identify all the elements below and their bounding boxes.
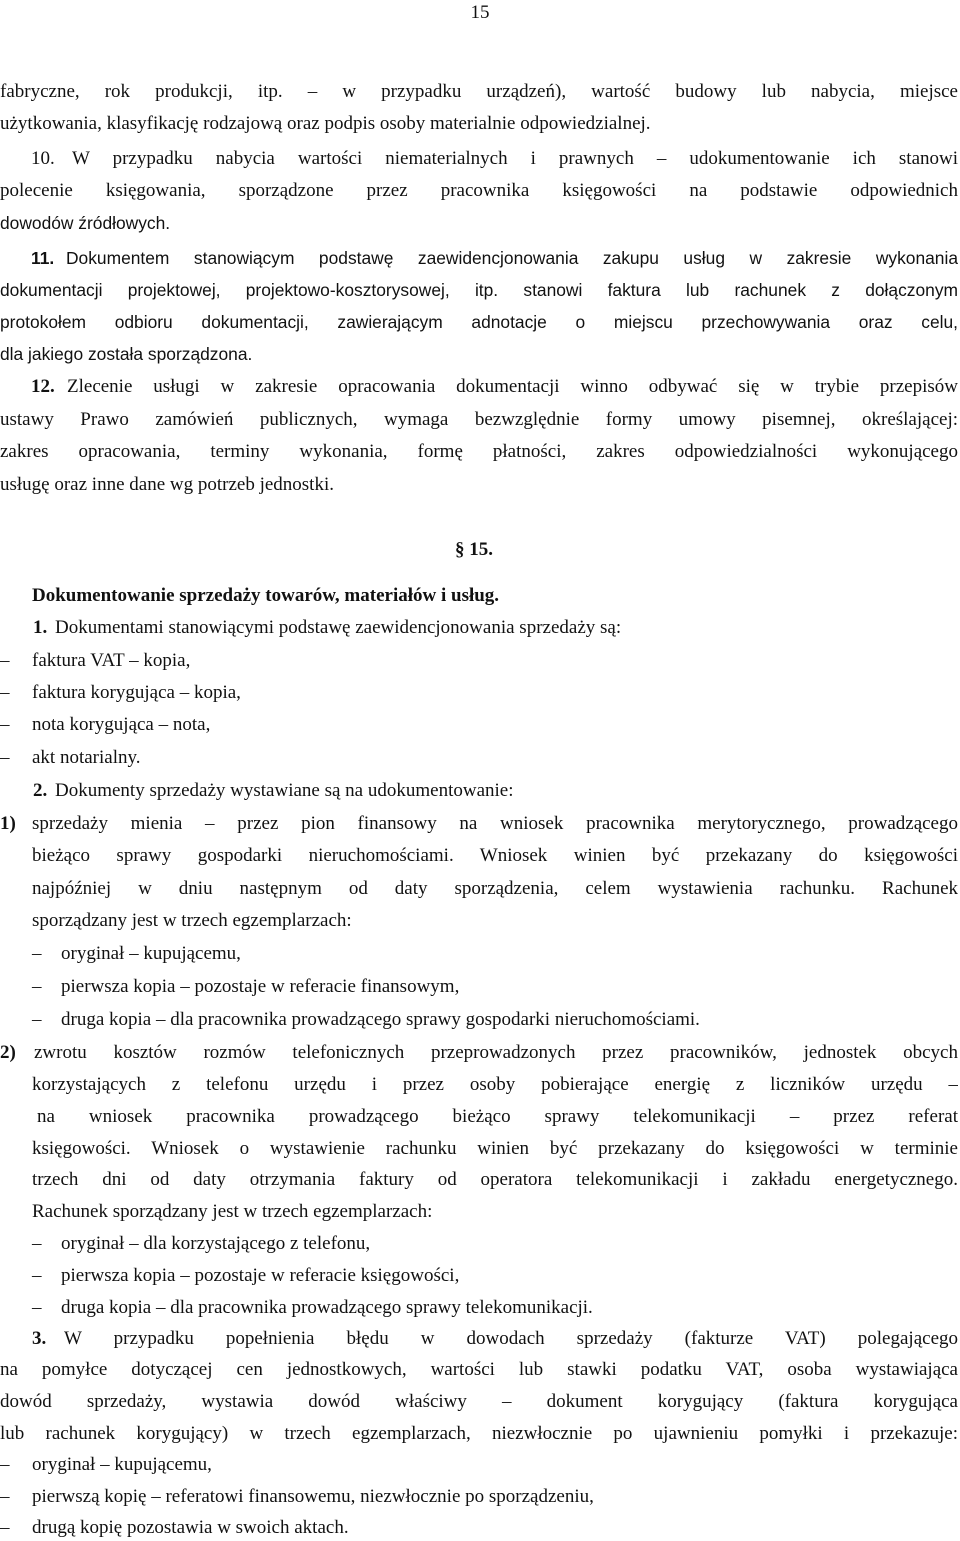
paragraph-line: trzech dni od daty otrzymania faktury od operatora telekomunikacji i zakładu energetycznego.: [32, 1169, 958, 1190]
point-number: 2.: [33, 780, 48, 801]
paragraph-line: zakres opracowania, terminy wykonania, formę płatności, zakres odpowiedzialności wykonującego: [0, 441, 958, 462]
paragraph-line: W przypadku nabycia wartości niematerialnych i prawnych – udokumentowanie ich stanowi: [72, 148, 958, 169]
list-dash: –: [0, 1517, 10, 1538]
list-item: oryginał – kupującemu,: [32, 1454, 212, 1475]
list-item: oryginał – kupującemu,: [61, 943, 241, 964]
paragraph-line: najpóźniej w dniu następnym od daty sporządzenia, celem wystawienia rachunku. Rachunek: [32, 878, 958, 899]
list-item: druga kopia – dla pracownika prowadzącego sprawy gospodarki nieruchomościami.: [61, 1009, 700, 1030]
paragraph-line: protokołem odbioru dokumentacji, zawierającym adnotacje o miejscu przechowywania oraz celu,: [0, 312, 958, 332]
list-item: akt notarialny.: [32, 747, 141, 768]
paragraph-line: zwrotu kosztów rozmów telefonicznych przeprowadzonych przez pracowników, jednostek obcych: [34, 1042, 958, 1063]
paragraph-line: polecenie księgowania, sporządzone przez pracownika księgowości na podstawie odpowiednich: [0, 180, 958, 201]
paragraph-line: usługę oraz inne dane wg potrzeb jednostki.: [0, 474, 334, 495]
paragraph-line: korzystających z telefonu urzędu i przez osoby pobierające energię z liczników urzędu –: [32, 1074, 958, 1095]
list-dash: –: [0, 714, 10, 735]
list-item: pierwsza kopia – pozostaje w referacie finansowym,: [61, 976, 460, 997]
list-dash: –: [0, 650, 10, 671]
list-dash: –: [32, 1233, 42, 1254]
point-number: 10.: [31, 148, 55, 169]
list-item: pierwsza kopia – pozostaje w referacie księgowości,: [61, 1265, 460, 1286]
paragraph-line: sprzedaży mienia – przez pion finansowy na wniosek pracownika merytorycznego, prowadzącego: [32, 813, 958, 834]
paragraph-line: sporządzany jest w trzech egzemplarzach:: [32, 910, 352, 931]
point-number: 11.: [31, 248, 55, 268]
paragraph-line: bieżąco sprawy gospodarki nieruchomościami. Wniosek winien być przekazany do księgowości: [32, 845, 958, 866]
point-number: 3.: [32, 1328, 47, 1349]
sub-point-number: 1): [0, 813, 16, 834]
paragraph-line: ustawy Prawo zamówień publicznych, wymaga bezwzględnie formy umowy pisemnej, określającej:: [0, 409, 958, 430]
paragraph-line: użytkowania, klasyfikację rodzajową oraz podpis osoby materialnie odpowiedzialnej.: [0, 113, 651, 134]
list-dash: –: [0, 682, 10, 703]
list-dash: –: [32, 976, 42, 997]
list-item: faktura VAT – kopia,: [32, 650, 191, 671]
list-dash: –: [32, 1009, 42, 1030]
paragraph-line: Dokumenty sprzedaży wystawiane są na udokumentowanie:: [55, 780, 514, 801]
list-item: drugą kopię pozostawia w swoich aktach.: [32, 1517, 349, 1538]
paragraph-line: dowodów źródłowych.: [0, 213, 171, 233]
list-dash: –: [32, 1265, 42, 1286]
paragraph-line: lub rachunek korygujący) w trzech egzemplarzach, niezwłocznie po ujawnieniu pomyłki i przekazuje:: [0, 1423, 958, 1444]
list-item: oryginał – dla korzystającego z telefonu,: [61, 1233, 371, 1254]
paragraph-line: Dokumentem stanowiącym podstawę zaewidencjonowania zakupu usług w zakresie wykonania: [66, 248, 958, 268]
page-number: 15: [470, 2, 490, 23]
paragraph-line: dla jakiego została sporządzona.: [0, 344, 253, 364]
paragraph-line: księgowości. Wniosek o wystawienie rachunku winien być przekazany do księgowości w terminie: [32, 1138, 958, 1159]
list-dash: –: [32, 1297, 42, 1318]
section-number: § 15.: [455, 539, 493, 560]
paragraph-line: dowód sprzedaży, wystawia dowód właściwy – dokument korygujący (faktura korygująca: [0, 1391, 958, 1412]
paragraph-line: fabryczne, rok produkcji, itp. – w przypadku urządzeń), wartość budowy lub nabycia, miejsce: [0, 81, 958, 102]
sub-point-number: 2): [0, 1042, 16, 1063]
point-number: 12.: [31, 376, 55, 397]
list-dash: –: [32, 943, 42, 964]
point-number: 1.: [33, 617, 48, 638]
list-item: pierwszą kopię – referatowi finansowemu, niezwłocznie po sporządzeniu,: [32, 1486, 594, 1507]
list-dash: –: [0, 1454, 10, 1475]
paragraph-line: Dokumentami stanowiącymi podstawę zaewidencjonowania sprzedaży są:: [55, 617, 622, 638]
section-title: Dokumentowanie sprzedaży towarów, materiałów i usług.: [32, 585, 500, 606]
paragraph-line: W przypadku popełnienia błędu w dowodach sprzedaży (fakturze VAT) polegającego: [64, 1328, 958, 1349]
list-dash: –: [0, 1486, 10, 1507]
paragraph-line: na wniosek pracownika prowadzącego bieżąco sprawy telekomunikacji – przez referat: [37, 1106, 958, 1127]
paragraph-line: na pomyłce dotyczącej cen jednostkowych, wartości lub stawki podatku VAT, osoba wystawiająca: [0, 1359, 958, 1380]
paragraph-line: Zlecenie usługi w zakresie opracowania dokumentacji winno odbywać się w trybie przepisów: [67, 376, 958, 397]
paragraph-line: dokumentacji projektowej, projektowo-kosztorysowej, itp. stanowi faktura lub rachunek z dołączonym: [0, 280, 958, 300]
list-item: druga kopia – dla pracownika prowadzącego sprawy telekomunikacji.: [61, 1297, 593, 1318]
list-dash: –: [0, 747, 10, 768]
list-item: faktura korygująca – kopia,: [32, 682, 241, 703]
paragraph-line: Rachunek sporządzany jest w trzech egzemplarzach:: [32, 1201, 433, 1222]
list-item: nota korygująca – nota,: [32, 714, 211, 735]
